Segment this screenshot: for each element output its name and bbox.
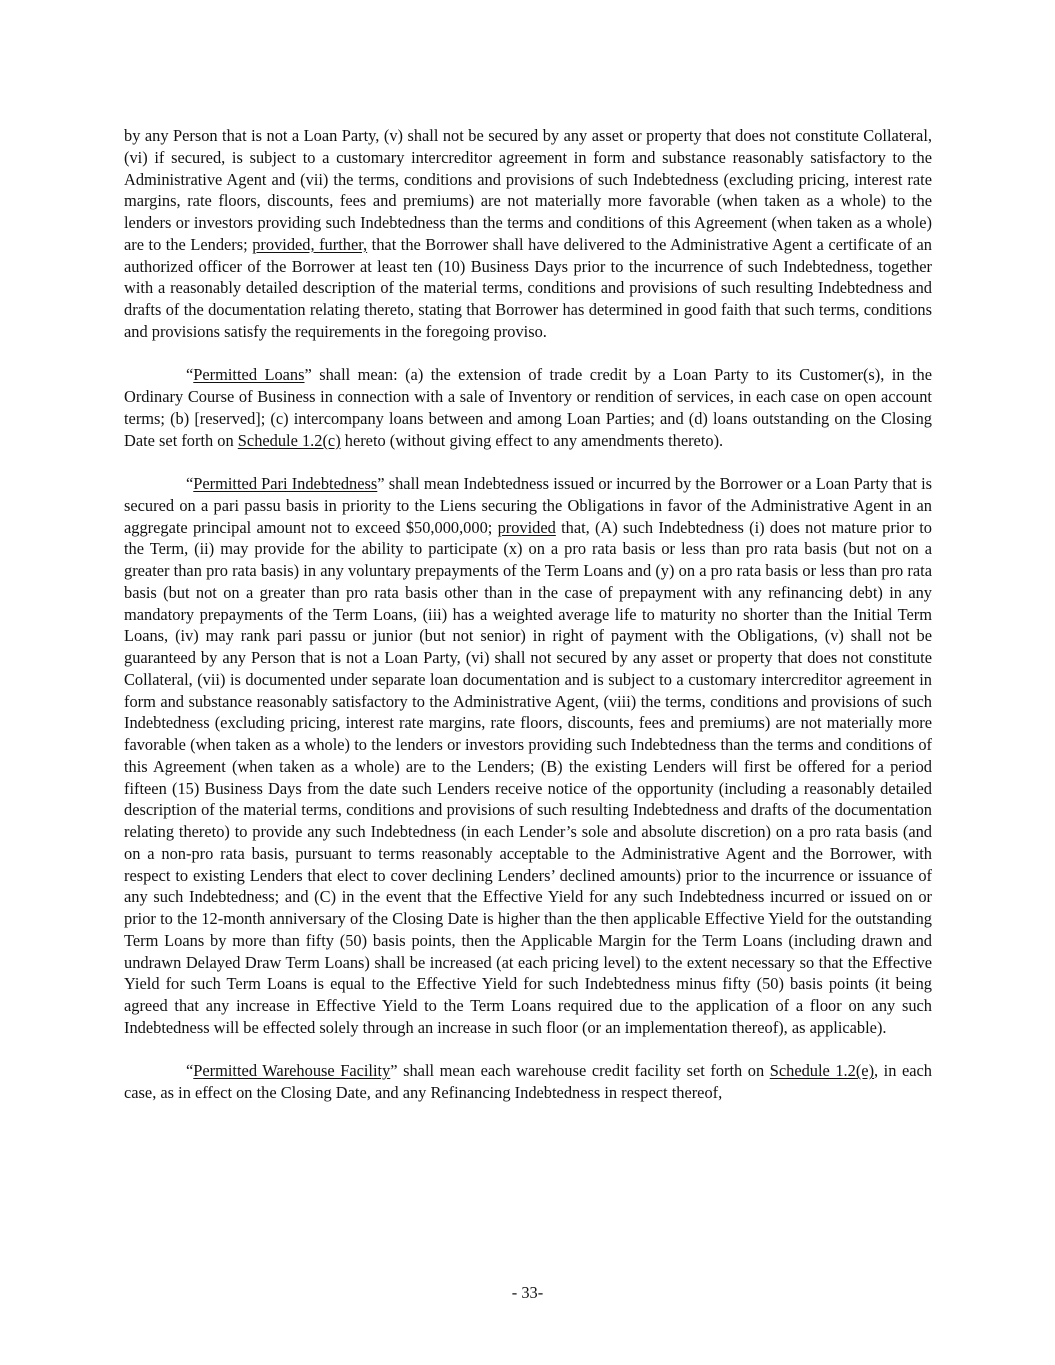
paragraph-continuation xyxy=(124,125,932,343)
text-run: that the Borrower shall have delivered to the Administrative Agent a certificate of an authorized officer of the Borrower at least ten (10) Business Days prior to the incurrence of such Indebtedness, together with a reasonably detailed description of the material terms, conditions and provisions of such resulting Indebtedness and drafts of the documentation relating thereto, stating that Borrower has determined in good faith that such terms, conditions and provisions satisfy the requirements in the foregoing proviso. xyxy=(124,234,932,341)
text-run: “ xyxy=(186,1061,194,1081)
defined-term: Permitted Loans xyxy=(193,365,305,385)
defined-term: Schedule 1.2(c) xyxy=(237,430,341,450)
text-run: by any Person that is not a Loan Party, (v) shall not be secured by any asset or property that does not constitute Collateral, (vi) if secured, is subject to a customary intercreditor agreement in form and substance reasonably satisfactory to the Administrative Agent and (vii) the terms, conditions and provisions of such Indebtedness (excluding pricing, interest rate margins, rate floors, discounts, fees and premiums) are not materially more favorable (when taken as a whole) to the lenders or investors providing such Indebtedness than the terms and conditions of this Agreement (when taken as a whole) are to the Lenders; xyxy=(124,126,932,254)
text-run: hereto (without giving effect to any amendments thereto). xyxy=(340,430,724,450)
text-run: “ xyxy=(186,365,194,385)
defined-term: Schedule 1.2(e) xyxy=(769,1061,875,1081)
body-text xyxy=(124,125,932,1104)
text-run: ” shall mean Indebtedness issued or incurred by the Borrower or a Loan Party that is secured on a pari passu basis in priority to the Liens securing the Obligations in favor of the Administrative Agent in an aggregate principal amount not to exceed $50,000,000; xyxy=(124,474,933,537)
text-run: ” shall mean each warehouse credit facility set forth on xyxy=(390,1061,770,1081)
defined-term: Permitted Warehouse Facility xyxy=(193,1061,391,1081)
text-run: that, (A) such Indebtedness (i) does not mature prior to the Term, (ii) may provide for the ability to participate (x) on a pro rata basis or less than pro rata basis (but not on a greater than pro rata basis) in any voluntary prepayments of the Term Loans and (y) on a pro rata basis or less than pro rata basis (but not on a greater than pro rata basis other than in the case of prepayment with any refinancing debt) in any mandatory prepayments of the Term Loans, (iii) has a weighted average life to maturity no shorter than the Initial Term Loans, (iv) may rank pari passu or junior (but not senior) in right of payment with the Obligations, (v) shall not be guaranteed by any Person that is not a Loan Party, (vi) shall not secured by any asset or property that does not constitute Collateral, (vii) is documented under separate loan documentation and is subject to a customary intercreditor agreement in form and substance reasonably satisfactory to the Administrative Agent, (viii) the terms, conditions and provisions of such Indebtedness (excluding pricing, interest rate margins, rate floors, discounts, fees and premiums) are not materially more favorable (when taken as a whole) to the lenders or investors providing such Indebtedness than the terms and conditions of this Agreement (when taken as a whole) are to the Lenders; (B) the existing Lenders will first be offered for a period fifteen (15) Business Days from the date such Lenders receive notice of the opportunity (including a reasonably detailed description of the material terms, conditions and provisions of such resulting Indebtedness and drafts of the documentation relating thereto) to provide any such Indebtedness (in each Lender’s sole and absolute discretion) on a pro rata basis (and on a non-pro rata basis, pursuant to terms reasonably acceptable to the Administrative Agent and the Borrower, with respect to existing Lenders that elect to cover declining Lenders’ declined amounts) prior to the incurrence or issuance of any such Indebtedness; and (C) in the event that the Effective Yield for any such Indebtedness incurred or issued on or prior to the 12-month anniversary of the Closing Date is higher than the then applicable Effective Yield for the outstanding Term Loans by more than fifty (50) basis points, then the Applicable Margin for the Term Loans (including drawn and undrawn Delayed Draw Term Loans) shall be increased (at each pricing level) to the extent necessary so that the Effective Yield for such Term Loans is equal to the Effective Yield for such Indebtedness minus fifty (50) basis points (it being agreed that any increase in Effective Yield to the Term Loans required due to the application of a floor on any such Indebtedness will be effected solely through an increase in such floor (or an implementation thereof), as applicable). xyxy=(124,517,932,1037)
defined-term: Permitted Pari Indebtedness xyxy=(193,474,378,493)
text-run: , in each case, as in effect on the Closing Date, and any Refinancing Indebtedness in respect thereof, xyxy=(124,1061,932,1102)
page-number: - 33- xyxy=(511,1283,544,1302)
text-run: “ xyxy=(186,474,194,493)
definition-permitted-warehouse-facility xyxy=(124,1060,932,1104)
defined-term: provided, further, xyxy=(252,234,368,254)
definition-permitted-loans xyxy=(124,364,932,451)
text-run: ” shall mean: (a) the extension of trade credit by a Loan Party to its Customer(s), in the Ordinary Course of Business in connection with a sale of Inventory or rendition of services, in each case on open account terms; (b) [reserved]; (c) intercompany loans between and among Loan Parties; and (d) loans outstanding on the Closing Date set forth on xyxy=(124,365,933,450)
definition-permitted-pari-indebtedness xyxy=(124,473,932,1039)
defined-term: provided xyxy=(497,517,556,537)
